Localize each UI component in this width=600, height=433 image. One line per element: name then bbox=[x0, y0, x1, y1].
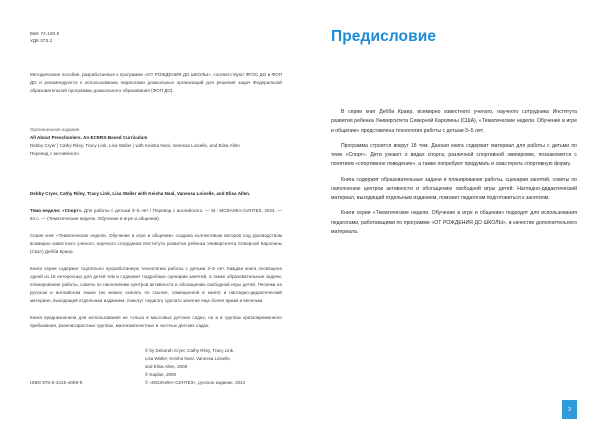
preface-paragraph: Книга содержит образовательные задачи и планирование работы, сценарии занятий, советы по наполнению центров активности и обогащению свободной игры детей. Наглядно-дидактический материал, выходящий отдельным изданием, поможет педагогам подготовиться к занятиям. bbox=[331, 176, 577, 202]
original-edition-label: Оригинальное издание bbox=[30, 126, 80, 132]
copyright-line: © «МОЗАИКА-СИНТЕЗ», русское издание, 2024 bbox=[145, 380, 246, 386]
copyright-line: and Elisa Allen, 2008 bbox=[145, 364, 188, 370]
preface-paragraph: В серии книг Дебби Краер, всемирно известного ученого, научного сотрудника Института развития ребенка Университета Северной Каролины (США), «Тематические недели. Обучение в игре и общении» представлена технология работы с детьми 3–5 лет. bbox=[331, 109, 577, 134]
isbn-text: ISBN 978-5-4315-4089-9 bbox=[30, 380, 83, 385]
preface-paragraph: Книги серии «Тематические недели. Обучение в игре и общении» подходят для использования педагогами, работающими по программе «ОТ РОЖДЕНИЯ ДО ШКОЛЫ», в качестве дополнительного материала. bbox=[331, 210, 577, 235]
biblio-imprint: Для работы с детьми 3–5 лет / Перевод с английского. — М.: МОЗАИКА-СИНТЕЗ, 2024. — 64 с. — (Тематические недели. Обучение в игре и общении). bbox=[30, 207, 283, 221]
left-page-content bbox=[30, 30, 282, 330]
preface-paragraph: Программа строится вокруг 18 тем. Данная книга содержит материал для работы с детьми по теме «Спорт». Дети узнают о видах спорта, различной спортивной экипировке, познакомятся с понятием «спортивное поведение», а также попробуют придумать и смастерить спортивную форму. bbox=[331, 142, 577, 168]
page-title: Предисловие bbox=[331, 28, 437, 45]
translation-note: Перевод с английского bbox=[30, 150, 79, 156]
page-number: 3 bbox=[562, 400, 577, 419]
biblio-paragraph: Книги серии содержат тщательно проработанную технологию работы с детьми 3–5 лет. Каждая книга посвящена одной из 18 интересных для детей тем и содержит подробные сценарии занятий, а также образовательные задачи, планирование работы, советы по наполнению центров активности и обогащению свободной игры детей. Песенки на русском и английском языке (их можно скачать по ссылке, помещенной в книге) и наглядно-дидактический материал, выходящий отдельным изданием, помогут педагогу сделать занятие еще более ярким и веселым. bbox=[30, 265, 282, 303]
copyright-line: © by Deborah Cryer, Cathy Riley, Tracy Link, bbox=[145, 348, 235, 353]
biblio-series-title: Тема недели: «Спорт». bbox=[30, 207, 83, 213]
original-edition-block bbox=[30, 126, 282, 158]
bibliographic-block bbox=[30, 190, 282, 330]
udk-code: УДК 373.2 bbox=[30, 38, 53, 44]
biblio-description bbox=[30, 207, 282, 223]
original-edition-authors: Debby Cryer | Cathy Riley, Tracy Link, Lisa Waller | with Keisha Neal, Vanessa Loiselle, and Elisa Allen bbox=[30, 142, 240, 148]
bbk-code: ББК 74.100.5 bbox=[30, 31, 60, 36]
methodical-note: Методические пособия, разработанные к программе «ОТ РОЖДЕНИЯ ДО ШКОЛЫ», соответствуют ФГОС ДО и ФОП ДО и рекомендуются к использованию педагогами дошкольных организаций для решения задач Федеральной образовательной программы дошкольного образования (ФОП ДО). bbox=[30, 71, 282, 93]
original-edition-title: All About Preschoolers. An ECERS-Based Curriculum bbox=[30, 134, 148, 140]
biblio-paragraph: Серия книг «Тематические недели. Обучение в игре и общении» создана коллективом авторов под руководством всемирно известного ученого, научного сотрудника Института развития ребенка Университета Северной Каролины (США) Дебби Краер. bbox=[30, 232, 282, 254]
copyright-line: Lisa Waller, Keisha Neal, Vanessa Loiselle, bbox=[145, 356, 232, 362]
biblio-paragraph: Книга предназначена для использования не только в массовых детских садах, но и в группах кратковременного пребывания, разновозрастных группах, малокомплектных и частных детских садах. bbox=[30, 314, 282, 328]
copyright-block bbox=[145, 347, 285, 387]
biblio-authors: Debby Cryer, Cathy Riley, Tracy Link, Lisa Waller with Keisha Neal, Vanessa Loiselle, and Elisa Allen. bbox=[30, 190, 251, 196]
preface-body bbox=[331, 108, 577, 237]
library-codes bbox=[30, 30, 282, 45]
copyright-line: © Kaplan, 2008 bbox=[145, 372, 177, 378]
right-page bbox=[300, 0, 600, 433]
